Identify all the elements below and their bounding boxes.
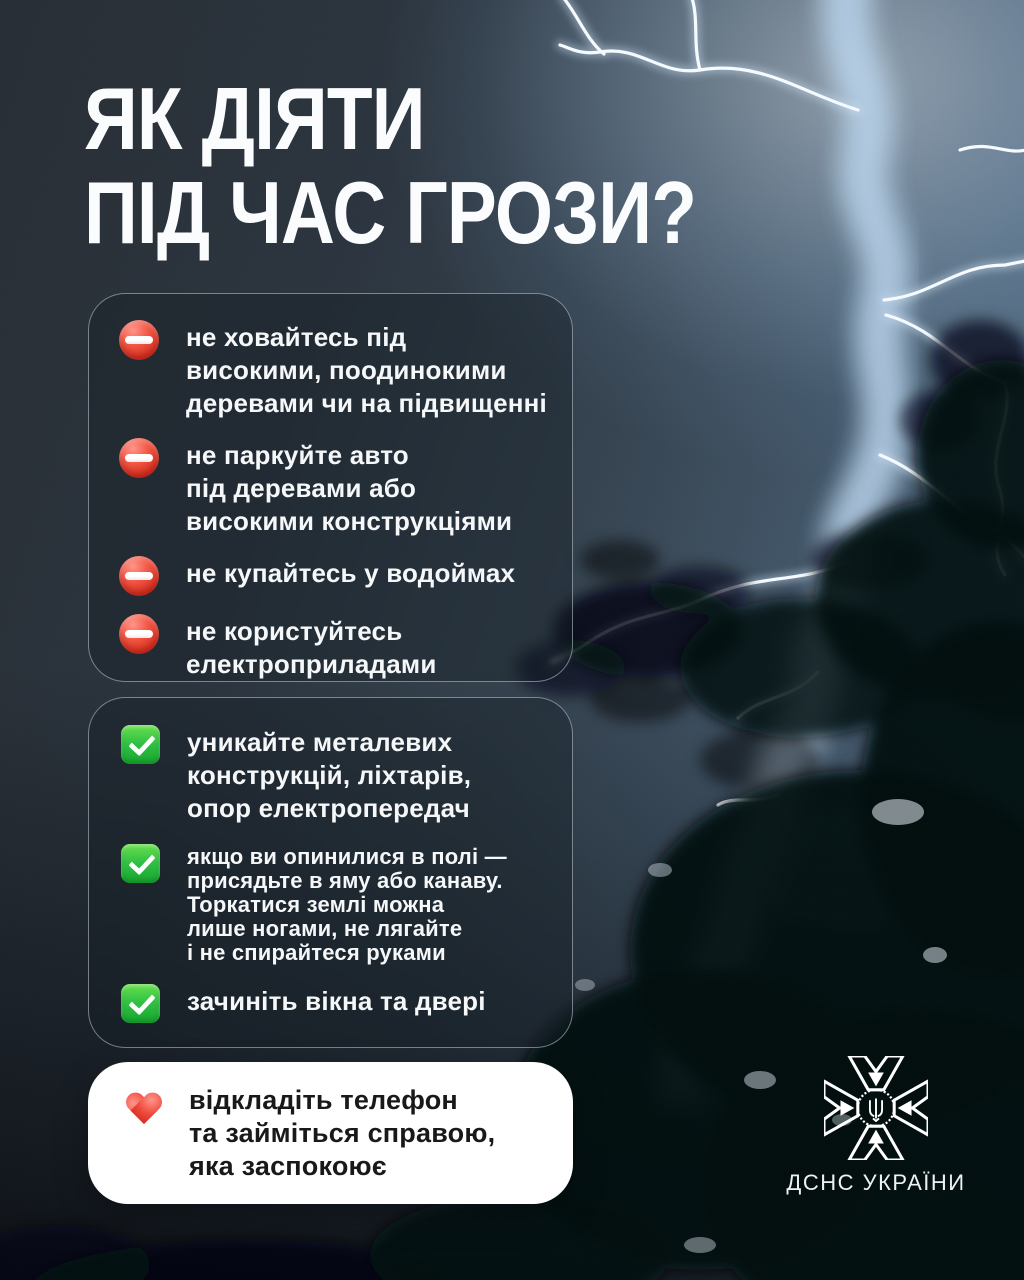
- list-item: [120, 1084, 555, 1183]
- list-item-line: і не спирайтеся руками: [187, 940, 446, 965]
- list-item-line: не користуйтесь: [186, 616, 403, 646]
- no-entry-icon: [119, 614, 159, 654]
- list-item-line: не паркуйте авто: [186, 440, 409, 470]
- title-line-1: ЯК ДІЯТИ: [84, 69, 425, 168]
- page-title: [84, 69, 697, 262]
- list-item: [121, 845, 554, 965]
- dont-rules-card: [88, 293, 573, 682]
- calm-advice-card: [88, 1062, 573, 1204]
- list-item: [119, 321, 554, 420]
- list-item-text: [186, 439, 512, 538]
- list-item-line: під деревами або: [186, 473, 417, 503]
- list-item-text: [187, 985, 486, 1018]
- list-item-text: [187, 845, 507, 965]
- check-mark-icon: [121, 984, 160, 1023]
- list-item-text: [186, 321, 547, 420]
- list-item-line: лише ногами, не лягайте: [187, 916, 463, 941]
- list-item: [119, 615, 554, 681]
- list-item-line: не ховайтесь під: [186, 322, 407, 352]
- org-name: ДСНС УКРАЇНИ: [786, 1170, 966, 1195]
- trident-icon: [870, 1098, 882, 1121]
- no-entry-icon: [119, 438, 159, 478]
- list-item-line: відкладіть телефон: [189, 1085, 458, 1115]
- list-item-line: яка заспокоює: [189, 1151, 387, 1181]
- list-item: [119, 557, 554, 596]
- list-item: [121, 985, 554, 1023]
- list-item: [121, 726, 554, 825]
- list-item-line: та займіться справою,: [189, 1118, 496, 1148]
- list-item-line: опор електропередач: [187, 793, 470, 823]
- do-rules-card: [88, 697, 573, 1048]
- list-item: [119, 439, 554, 538]
- list-item-line: Торкатися землі можна: [187, 892, 445, 917]
- title-line-2: ПІД ЧАС ГРОЗИ?: [84, 163, 697, 262]
- list-item-line: деревами чи на підвищенні: [186, 388, 547, 418]
- dsns-emblem-logo: [824, 1056, 928, 1160]
- check-mark-icon: [121, 844, 160, 883]
- list-item-text: [186, 615, 437, 681]
- no-entry-icon: [119, 556, 159, 596]
- list-item-line: високими, поодинокими: [186, 355, 507, 385]
- list-item-line: зачиніть вікна та двері: [187, 986, 486, 1016]
- list-item-line: конструкцій, ліхтарів,: [187, 760, 472, 790]
- list-item-line: присядьте в яму або канаву.: [187, 868, 503, 893]
- list-item-line: не купайтесь у водоймах: [186, 558, 516, 588]
- list-item-text: [187, 726, 471, 825]
- red-heart-icon: [120, 1086, 168, 1130]
- list-item-line: уникайте металевих: [187, 727, 453, 757]
- list-item-line: якщо ви опинилися в полі —: [187, 844, 507, 869]
- list-item-line: електроприладами: [186, 649, 437, 679]
- no-entry-icon: [119, 320, 159, 360]
- check-mark-icon: [121, 725, 160, 764]
- list-item-line: високими конструкціями: [186, 506, 513, 536]
- list-item-text: [189, 1084, 495, 1183]
- list-item-text: [186, 557, 515, 590]
